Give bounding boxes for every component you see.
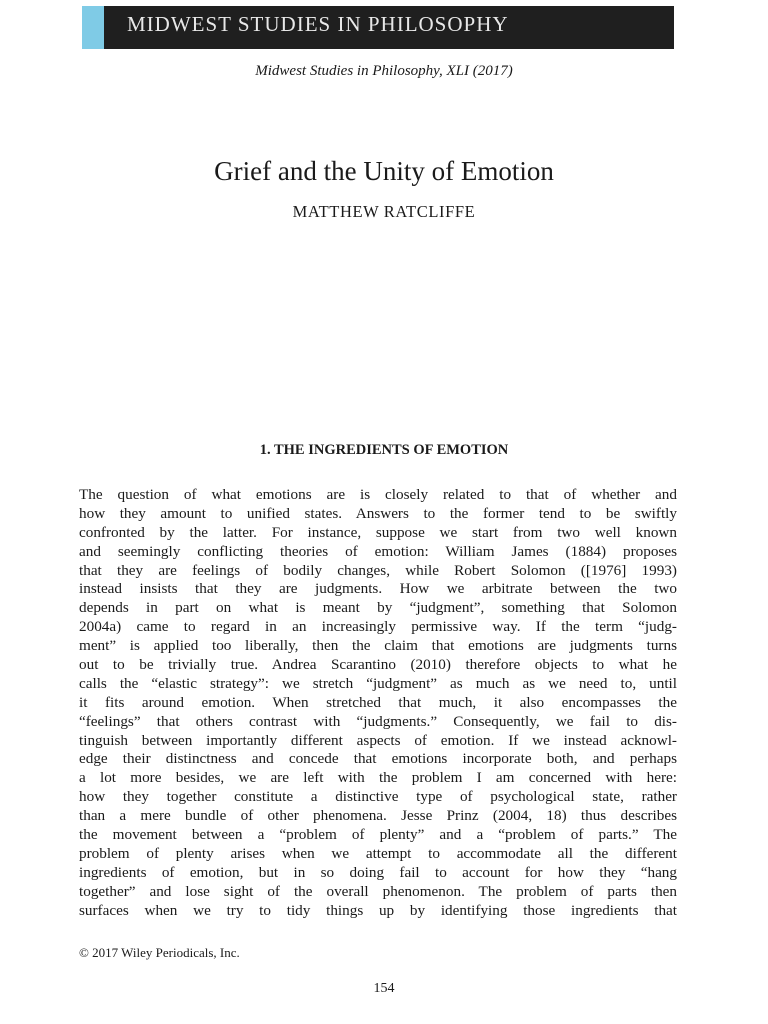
paragraph-line: tinguish between importantly different aspects of emotion. If we instead acknowl- [79, 731, 677, 749]
paragraph-line: and seemingly conflicting theories of emotion: William James (1884) proposes [79, 542, 677, 560]
paragraph-line: ingredients of emotion, but in so doing fail to account for how they “hang [79, 863, 677, 881]
article-author: MATTHEW RATCLIFFE [292, 202, 476, 221]
section-heading: 1. THE INGREDIENTS OF EMOTION [259, 442, 509, 458]
journal-citation: Midwest Studies in Philosophy, XLI (2017) [255, 63, 513, 79]
journal-banner-title: MIDWEST STUDIES IN PHILOSOPHY [127, 12, 509, 36]
paragraph-line: edge their distinctness and concede that emotions incorporate both, and perhaps [79, 750, 677, 768]
paragraph-line: confronted by the latter. For instance, suppose we start from two well known [79, 523, 677, 541]
paragraph-line: depends in part on what is meant by “judgment”, something that Solomon [79, 599, 677, 617]
paragraph-line: instead insists that they are judgments. How we arbitrate between the two [79, 580, 677, 598]
paragraph-line: calls the “elastic strategy”: we stretch “judgment” as much as we need to, until [79, 674, 677, 692]
copyright-notice: © 2017 Wiley Periodicals, Inc. [79, 945, 240, 960]
paragraph-line: it fits around emotion. When stretched that much, it also encompasses the [79, 693, 677, 711]
paragraph-line: ment” is applied too liberally, then the claim that emotions are judgments turns [79, 637, 677, 655]
paragraph-line: out to be trivially true. Andrea Scarantino (2010) therefore objects to what he [79, 656, 677, 674]
article-title: Grief and the Unity of Emotion [214, 156, 554, 186]
body-paragraph [79, 486, 677, 920]
paragraph-line: a lot more besides, we are left with the problem I am concerned with here: [79, 769, 677, 787]
paragraph-line: how they together constitute a distinctive type of psychological state, rather [79, 788, 677, 806]
page-number: 154 [373, 981, 395, 996]
paragraph-line: 2004a) came to regard in an increasingly permissive way. If the term “judg- [79, 618, 677, 636]
paragraph-line: than a mere bundle of other phenomena. Jesse Prinz (2004, 18) thus describes [79, 807, 677, 825]
paragraph-line: “feelings” that others contrast with “judgments.” Consequently, we fail to dis- [79, 712, 677, 730]
paragraph-line: how they amount to unified states. Answers to the former tend to be swiftly [79, 504, 677, 522]
journal-banner [82, 6, 674, 49]
paragraph-line: the movement between a “problem of plenty” and a “problem of parts.” The [79, 826, 677, 844]
paragraph-line: The question of what emotions are is closely related to that of whether and [79, 486, 677, 503]
banner-accent-bar [82, 6, 104, 49]
paragraph-line: surfaces when we try to tidy things up by identifying those ingredients that [79, 901, 677, 919]
paragraph-line: together” and lose sight of the overall phenomenon. The problem of parts then [79, 882, 677, 900]
paragraph-line: that they are feelings of bodily changes, while Robert Solomon ([1976] 1993) [79, 561, 677, 579]
paragraph-line: problem of plenty arises when we attempt to accommodate all the different [79, 844, 677, 862]
